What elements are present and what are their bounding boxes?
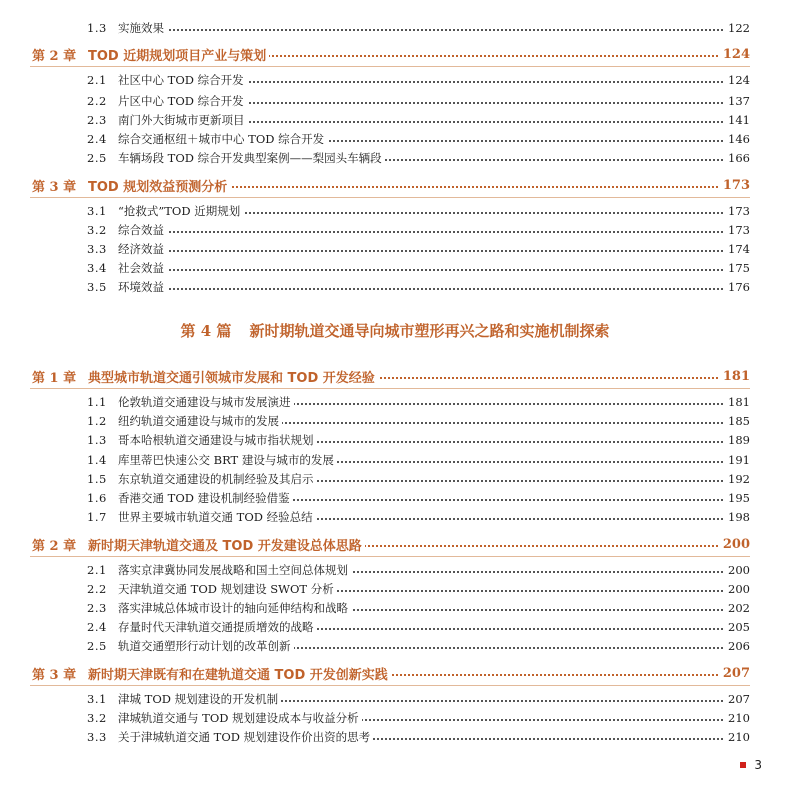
section-number: 2.4 (87, 132, 107, 146)
section-page: 181 (724, 395, 750, 409)
toc-chapter-row[interactable] (0, 663, 790, 683)
leader-dots (118, 269, 750, 271)
section-title: 轨道交通塑形行动计划的改革创新 (118, 638, 294, 654)
chapter-divider (30, 197, 750, 198)
leader-dots (118, 250, 750, 252)
section-number: 1.1 (87, 395, 107, 409)
chapter-divider (30, 556, 750, 557)
section-title: 经济效益 (118, 241, 167, 257)
leader-dots (118, 288, 750, 290)
section-number: 2.2 (87, 582, 107, 596)
section-number: 2.2 (87, 94, 107, 108)
chapter-number: 第 1 章 (32, 370, 77, 386)
chapter-title: 典型城市轨道交通引领城市发展和 TOD 开发经验 (88, 367, 378, 386)
section-title: 津城 TOD 规划建设的开发机制 (118, 691, 281, 707)
section-page: 191 (724, 453, 750, 467)
section-page: 200 (724, 582, 750, 596)
chapter-page: 181 (719, 369, 750, 384)
chapter-page: 124 (719, 47, 750, 62)
toc-section-row[interactable] (0, 91, 790, 111)
part-title: 新时期轨道交通导向城市塑形再兴之路和实施机制探索 (249, 322, 610, 340)
toc-section-row[interactable] (0, 579, 790, 599)
toc-chapter-row[interactable] (0, 44, 790, 64)
section-number: 1.3 (87, 433, 107, 447)
toc-section-row[interactable] (0, 430, 790, 450)
page-footer (740, 758, 762, 772)
toc-section-row[interactable] (0, 70, 790, 90)
toc-section-row[interactable] (0, 110, 790, 130)
toc-section-row[interactable] (0, 469, 790, 489)
chapter-number: 第 3 章 (32, 179, 77, 195)
toc-section-row[interactable] (0, 708, 790, 728)
toc-section-row[interactable] (0, 392, 790, 412)
section-number: 1.7 (87, 510, 107, 524)
section-title: 哥本哈根轨道交通建设与城市指状规划 (118, 432, 317, 448)
section-page: 195 (724, 491, 750, 505)
section-number: 1.6 (87, 491, 107, 505)
section-title: 纽约轨道交通建设与城市的发展 (118, 413, 282, 429)
section-number: 2.1 (87, 73, 107, 87)
toc-section-row[interactable] (0, 411, 790, 431)
section-page: 173 (724, 204, 750, 218)
section-page: 124 (724, 73, 750, 87)
section-page: 206 (724, 639, 750, 653)
section-page: 166 (724, 151, 750, 165)
section-title: 综合效益 (118, 222, 167, 238)
section-title: 伦敦轨道交通建设与城市发展演进 (118, 394, 294, 410)
section-title: 社区中心 TOD 综合开发 (118, 72, 247, 88)
section-page: 122 (724, 21, 750, 35)
toc-section-row[interactable] (0, 727, 790, 747)
part-number: 第 4 篇 (180, 322, 232, 340)
part-heading[interactable] (0, 320, 790, 344)
toc-section-row[interactable] (0, 689, 790, 709)
section-title: 社会效益 (118, 260, 167, 276)
section-page: 205 (724, 620, 750, 634)
section-number: 1.3 (87, 21, 107, 35)
leader-dots (118, 231, 750, 233)
section-page: 189 (724, 433, 750, 447)
section-page: 192 (724, 472, 750, 486)
toc-section-row[interactable] (0, 201, 790, 221)
toc-section-row[interactable] (0, 507, 790, 527)
section-number: 2.3 (87, 113, 107, 127)
section-number: 2.3 (87, 601, 107, 615)
section-title: 南门外大街城市更新项目 (118, 112, 248, 128)
section-page: 176 (724, 280, 750, 294)
chapter-title: 新时期天津既有和在建轨道交通 TOD 开发创新实践 (88, 664, 391, 683)
section-title: 库里蒂巴快速公交 BRT 建设与城市的发展 (118, 452, 337, 468)
section-page: 185 (724, 414, 750, 428)
toc-section-row[interactable] (0, 129, 790, 149)
toc-chapter-row[interactable] (0, 534, 790, 554)
section-page: 146 (724, 132, 750, 146)
section-title: 香港交通 TOD 建设机制经验借鉴 (118, 490, 293, 506)
section-title: 车辆场段 TOD 综合开发典型案例——梨园头车辆段 (118, 150, 385, 166)
chapter-title: 新时期天津轨道交通及 TOD 开发建设总体思路 (88, 535, 365, 554)
chapter-number: 第 2 章 (32, 538, 77, 554)
section-number: 3.1 (87, 692, 107, 706)
toc-section-row[interactable] (0, 598, 790, 618)
toc-section-row[interactable] (0, 450, 790, 470)
chapter-page: 173 (719, 178, 750, 193)
section-title: 东京轨道交通建设的机制经验及其启示 (118, 471, 317, 487)
toc-section-row[interactable] (0, 148, 790, 168)
leader-dots (118, 29, 750, 31)
chapter-number: 第 3 章 (32, 667, 77, 683)
toc-section-row[interactable] (0, 239, 790, 259)
section-number: 2.5 (87, 151, 107, 165)
section-title: “抢救式”TOD 近期规划 (118, 203, 243, 219)
section-page: 210 (724, 730, 750, 744)
toc-section-row[interactable] (0, 220, 790, 240)
section-title: 津城轨道交通与 TOD 规划建设成本与收益分析 (118, 710, 362, 726)
section-number: 3.2 (87, 711, 107, 725)
section-title: 关于津城轨道交通 TOD 规划建设作价出资的思考 (118, 729, 373, 745)
toc-chapter-row[interactable] (0, 175, 790, 195)
section-number: 1.5 (87, 472, 107, 486)
section-page: 200 (724, 563, 750, 577)
section-page: 207 (724, 692, 750, 706)
section-title: 片区中心 TOD 综合开发 (118, 93, 247, 109)
toc-section-row[interactable] (0, 636, 790, 656)
section-title: 存量时代天津轨道交通提质增效的战略 (118, 619, 317, 635)
chapter-number: 第 2 章 (32, 48, 77, 64)
toc-section-row[interactable] (0, 560, 790, 580)
section-page: 174 (724, 242, 750, 256)
section-number: 1.4 (87, 453, 107, 467)
chapter-page: 200 (719, 537, 750, 552)
section-number: 3.4 (87, 261, 107, 275)
section-title: 落实京津冀协同发展战略和国土空间总体规划 (118, 562, 351, 578)
section-number: 3.3 (87, 730, 107, 744)
chapter-divider (30, 388, 750, 389)
chapter-title: TOD 规划效益预测分析 (88, 176, 230, 195)
page-marker-icon (740, 762, 746, 768)
section-title: 落实津城总体城市设计的轴向延伸结构和战略 (118, 600, 351, 616)
chapter-divider (30, 66, 750, 67)
section-number: 3.5 (87, 280, 107, 294)
section-page: 175 (724, 261, 750, 275)
section-page: 173 (724, 223, 750, 237)
toc-section-row[interactable] (0, 277, 790, 297)
section-number: 2.4 (87, 620, 107, 634)
section-number: 2.5 (87, 639, 107, 653)
toc-section-row[interactable] (0, 488, 790, 508)
section-title: 环境效益 (118, 279, 167, 295)
page-number: 3 (754, 758, 762, 772)
section-page: 137 (724, 94, 750, 108)
section-title: 综合交通枢纽＋城市中心 TOD 综合开发 (118, 131, 327, 147)
chapter-page: 207 (719, 666, 750, 681)
chapter-title: TOD 近期规划项目产业与策划 (88, 45, 269, 64)
section-page: 198 (724, 510, 750, 524)
section-number: 2.1 (87, 563, 107, 577)
section-page: 210 (724, 711, 750, 725)
section-title: 天津轨道交通 TOD 规划建设 SWOT 分析 (118, 581, 337, 597)
toc-section-row[interactable] (0, 258, 790, 278)
toc-chapter-row[interactable] (0, 366, 790, 386)
section-title: 实施效果 (118, 20, 167, 36)
toc-section-row[interactable] (0, 18, 790, 38)
section-title: 世界主要城市轨道交通 TOD 经验总结 (118, 509, 316, 525)
section-page: 141 (724, 113, 750, 127)
section-page: 202 (724, 601, 750, 615)
section-number: 3.3 (87, 242, 107, 256)
section-number: 1.2 (87, 414, 107, 428)
toc-section-row[interactable] (0, 617, 790, 637)
section-number: 3.2 (87, 223, 107, 237)
chapter-divider (30, 685, 750, 686)
section-number: 3.1 (87, 204, 107, 218)
